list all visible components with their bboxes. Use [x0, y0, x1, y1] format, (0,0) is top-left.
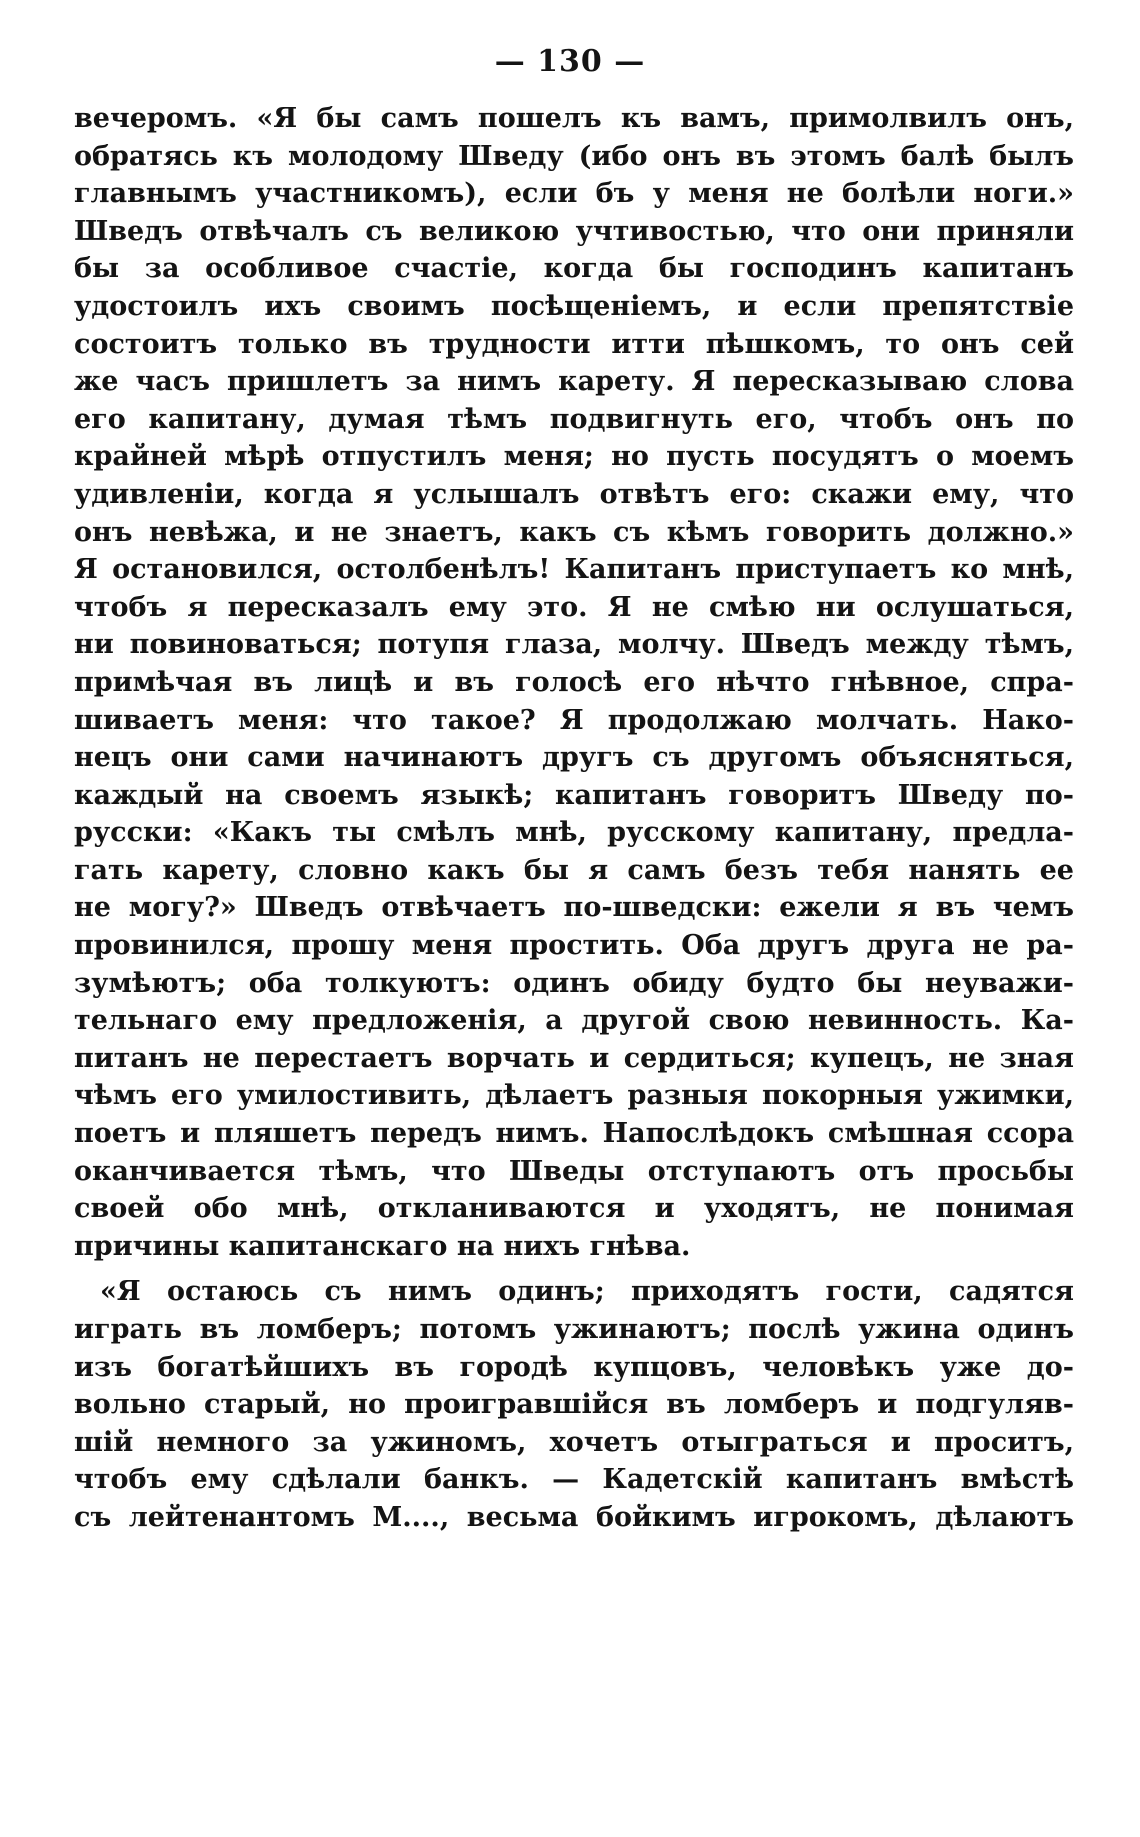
text-line: изъ богатѣйшихъ въ городѣ купцовъ, человѣкъ уже до- [74, 1351, 1074, 1383]
text-line: Шведъ отвѣчалъ съ великою учтивостью, что они приняли [74, 215, 1074, 247]
text-line: онъ невѣжа, и не знаетъ, какъ съ кѣмъ говорить должно.» [74, 516, 1074, 548]
text-line: гать карету, словно какъ бы я самъ безъ тебя нанять ее [74, 854, 1074, 886]
text-line: примѣчая въ лицѣ и въ голосѣ его нѣчто гнѣвное, спра- [74, 666, 1074, 698]
text-line: причины капитанскаго на нихъ гнѣва. [74, 1230, 691, 1262]
text-line: играть въ ломберъ; потомъ ужинаютъ; послѣ ужина одинъ [74, 1314, 1074, 1345]
text-line: чтобъ ему сдѣлали банкъ. — Кадетскій капитанъ вмѣстѣ [74, 1464, 1074, 1496]
text-line: своей обо мнѣ, откланиваются и уходятъ, не понимая [74, 1193, 1074, 1225]
text-line: же часъ пришлетъ за нимъ карету. Я пересказываю слова [74, 366, 1074, 398]
text-line: главнымъ участникомъ), если бъ у меня не болѣли ноги.» [74, 178, 1074, 210]
text-line: удивленіи, когда я услышалъ отвѣтъ его: скажи ему, что [74, 478, 1074, 510]
text-line: поетъ и пляшетъ передъ нимъ. Напослѣдокъ смѣшная ссора [74, 1118, 1074, 1150]
text-line: его капитану, думая тѣмъ подвигнуть его, чтобъ онъ по [74, 403, 1074, 435]
body-text [74, 100, 1074, 1537]
text-line: «Я остаюсь съ нимъ одинъ; приходятъ гости, садятся [100, 1276, 1074, 1308]
text-line: Я остановился, остолбенѣлъ! Капитанъ приступаетъ ко мнѣ, [74, 554, 1074, 586]
text-line: не могу?» Шведъ отвѣчаетъ по-шведски: ежели я въ чемъ [74, 892, 1074, 924]
text-line: питанъ не перестаетъ ворчать и сердиться; купецъ, не зная [74, 1042, 1074, 1074]
text-line: шій немного за ужиномъ, хочетъ отыграться и проситъ, [74, 1426, 1074, 1458]
text-line: крайней мѣрѣ отпустилъ меня; но пусть посудятъ о моемъ [74, 441, 1074, 473]
text-line: обратясь къ молодому Шведу (ибо онъ въ этомъ балѣ былъ [74, 140, 1074, 172]
text-line: удостоилъ ихъ своимъ посѣщеніемъ, и если препятствіе [74, 290, 1074, 322]
text-line: чтобъ я пересказалъ ему это. Я не смѣю ни ослушаться, [74, 591, 1074, 623]
text-line: шиваетъ меня: что такое? Я продолжаю молчать. Нако- [74, 704, 1074, 736]
text-line: ни повиноваться; потупя глаза, молчу. Шведъ между тѣмъ, [74, 629, 1074, 661]
text-line: нецъ они сами начинаютъ другъ съ другомъ объясняться, [74, 742, 1074, 774]
text-line: оканчивается тѣмъ, что Шведы отступаютъ отъ просьбы [74, 1155, 1074, 1187]
text-line: провинился, прошу меня простить. Оба другъ друга не ра- [74, 930, 1074, 962]
page-number: — 130 — [494, 44, 646, 79]
text-line: съ лейтенантомъ М...., весьма бойкимъ игрокомъ, дѣлаютъ [74, 1501, 1074, 1533]
text-line: вольно старый, но проигравшійся въ ломберъ и подгуляв- [74, 1389, 1074, 1421]
text-line: вечеромъ. «Я бы самъ пошелъ къ вамъ, примолвилъ онъ, [74, 103, 1074, 134]
text-line: зумѣютъ; оба толкуютъ: одинъ обиду будто бы неуважи- [74, 967, 1074, 999]
text-line: тельнаго ему предложенія, а другой свою невинность. Ка- [74, 1005, 1074, 1037]
text-line: состоитъ только въ трудности итти пѣшкомъ, то онъ сей [74, 328, 1074, 360]
text-line: чѣмъ его умилостивить, дѣлаетъ разныя покорныя ужимки, [74, 1080, 1074, 1112]
text-line: бы за особливое счастіе, когда бы господинъ капитанъ [74, 253, 1074, 285]
text-line: каждый на своемъ языкѣ; капитанъ говоритъ Шведу по- [74, 779, 1074, 811]
text-line: русски: «Какъ ты смѣлъ мнѣ, русскому капитану, предла- [74, 817, 1074, 849]
